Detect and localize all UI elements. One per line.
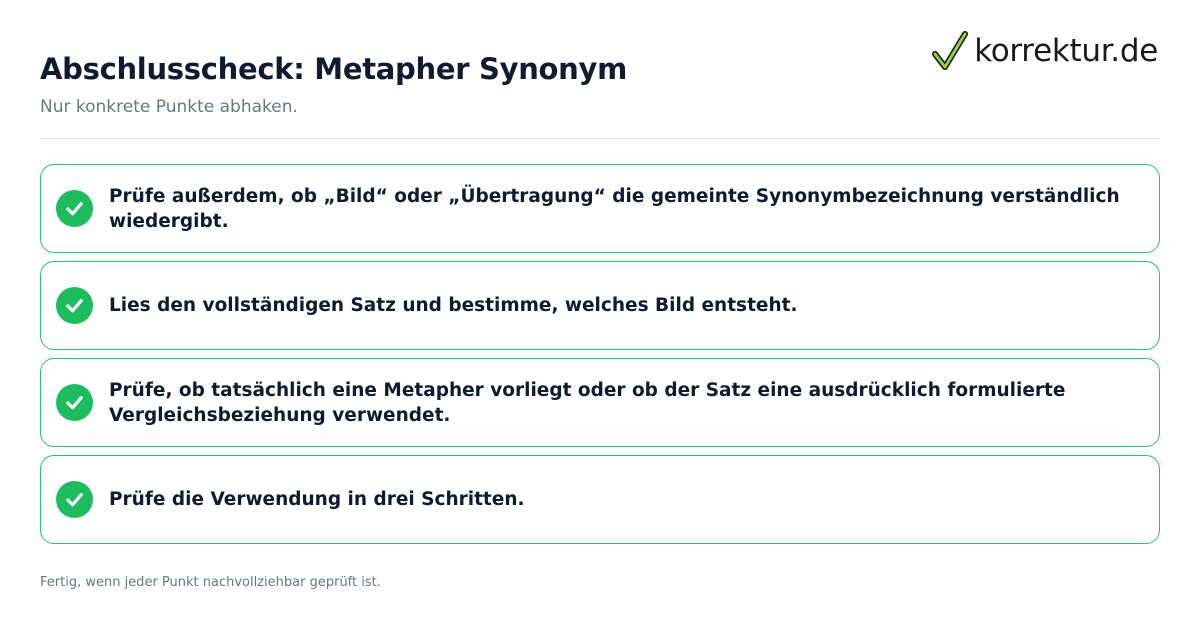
checkmark-icon xyxy=(932,30,968,72)
page-subtitle: Nur konkrete Punkte abhaken. xyxy=(40,97,298,117)
check-circle-icon xyxy=(56,190,93,227)
check-circle-icon xyxy=(56,481,93,518)
checklist-item[interactable] xyxy=(40,164,1160,253)
page-title: Abschlusscheck: Metapher Synonym xyxy=(40,52,628,86)
checklist-item[interactable] xyxy=(40,358,1160,447)
checklist-item-label: Prüfe außerdem, ob „Bild“ oder „Übertragung“ die gemeinte Synonymbezeichnung verständlich wiedergibt. xyxy=(109,185,1120,232)
checklist-item-label: Prüfe, ob tatsächlich eine Metapher vorliegt oder ob der Satz eine ausdrücklich formulierte Vergleichsbeziehung verwendet. xyxy=(109,379,1066,426)
footer-note: Fertig, wenn jeder Punkt nachvollziehbar geprüft ist. xyxy=(40,575,381,590)
checklist-item[interactable] xyxy=(40,261,1160,350)
check-circle-icon xyxy=(56,384,93,421)
check-circle-icon xyxy=(56,287,93,324)
brand-logo xyxy=(932,30,1158,72)
checklist-item-label: Lies den vollständigen Satz und bestimme, welches Bild entsteht. xyxy=(109,295,798,316)
checklist-item-label: Prüfe die Verwendung in drei Schritten. xyxy=(109,489,525,510)
checklist-item[interactable] xyxy=(40,455,1160,544)
header-divider xyxy=(40,138,1160,139)
brand-name: korrektur.de xyxy=(974,33,1158,69)
checklist xyxy=(40,164,1160,552)
